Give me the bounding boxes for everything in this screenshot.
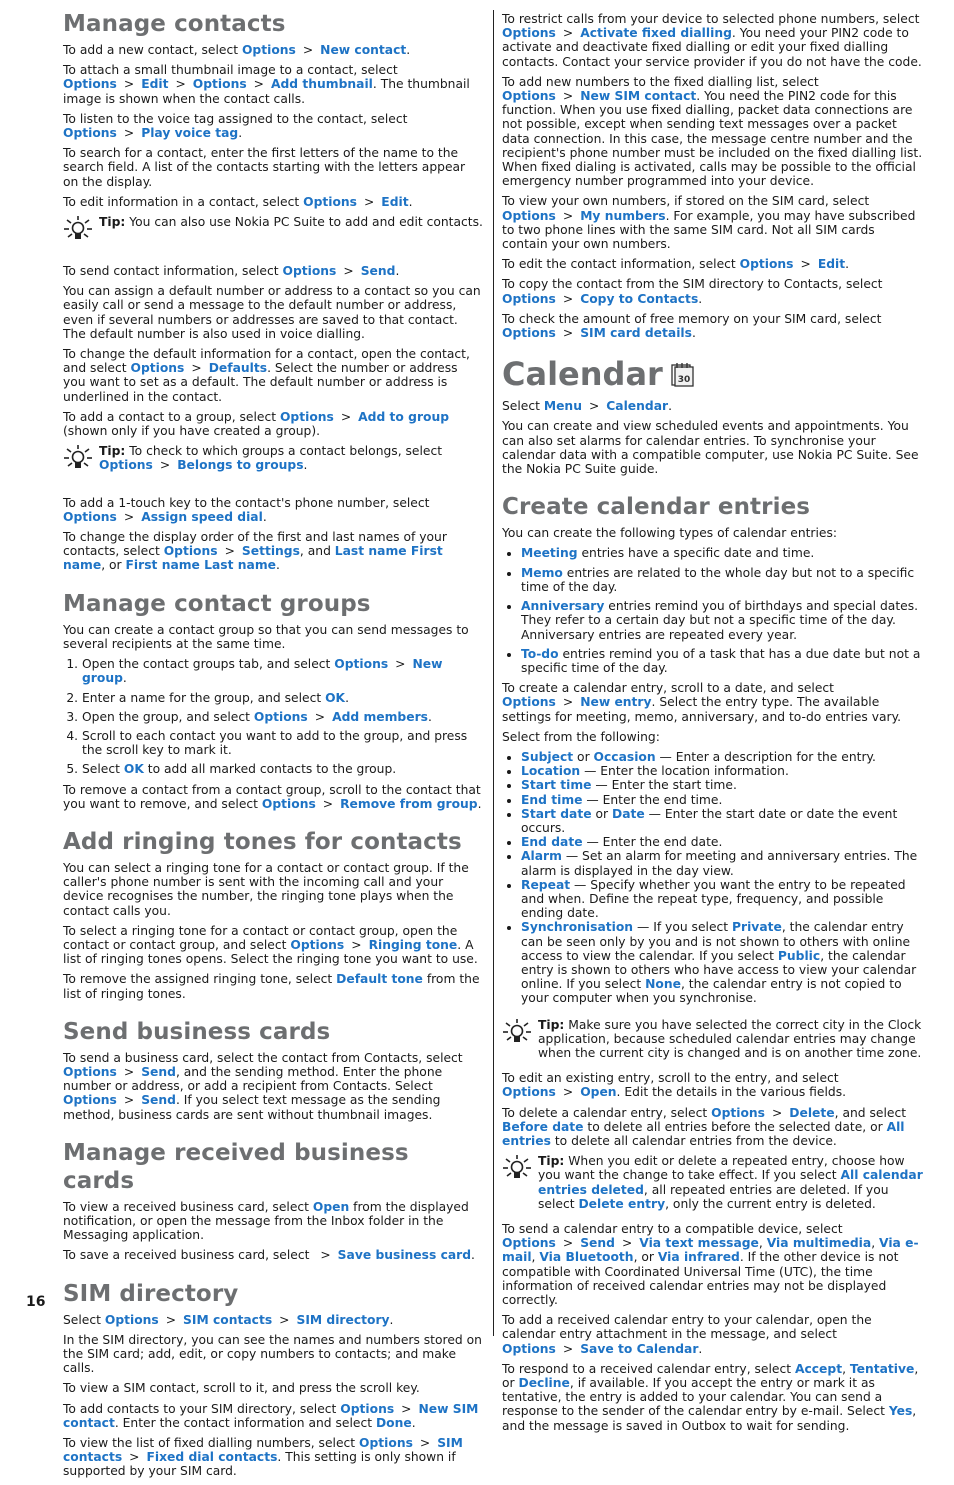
menu-command-link: None	[645, 977, 681, 992]
heading-send-business-cards: Send business cards	[63, 1018, 331, 1045]
menu-command-link: Options	[502, 291, 556, 306]
menu-command-link: Copy to Contacts	[580, 291, 699, 306]
menu-command-link: Options	[303, 194, 357, 209]
menu-command-link: Options	[359, 1436, 413, 1450]
menu-command-link: New entry	[580, 695, 652, 710]
menu-command-link: Options	[163, 544, 218, 559]
paragraph: To change the display order of the first and last names of your contacts, select Options > Settings, and Last name First name, or First name Last name.	[63, 530, 447, 573]
paragraph: To create a calendar entry, scroll to a date, and select Options > New entry. Select the entry type. The available settings for meeting, memo, anniversary, and to-do entries vary.	[502, 681, 902, 724]
lightbulb-tip-icon	[502, 1154, 532, 1180]
menu-command-link: Options	[192, 77, 247, 92]
list-item: • Start time — Enter the start time.	[521, 778, 923, 792]
menu-separator: >	[351, 937, 362, 952]
paragraph: To add a received calendar entry to your calendar, open the calendar entry attachment in the message, and select Options > Save to Calendar.	[502, 1313, 872, 1356]
menu-separator: >	[314, 709, 326, 724]
calendar-title: Calendar	[502, 355, 663, 394]
menu-separator: >	[562, 291, 574, 306]
heading-manage-contacts: Manage contacts	[63, 11, 286, 37]
paragraph: To view a SIM contact, scroll to it, and press the scroll key.	[63, 1381, 420, 1396]
paragraph: To send a business card, select the contact from Contacts, select Options > Send, and the sending method. Enter the phone number or address, or add a recipient from Contacts. Select Options > Send. If you select text message as the sending method, business cards are sent without thumbnail images.	[63, 1050, 463, 1122]
heading-create-calendar-entries: Create calendar entries	[502, 494, 811, 521]
menu-command-link: Options	[502, 89, 556, 104]
menu-command-link: Calendar	[606, 399, 669, 414]
list-item: 5. Select OK to add all marked contacts to the group.	[82, 762, 484, 776]
menu-command-link: Options	[63, 1064, 117, 1079]
menu-separator: >	[123, 77, 135, 92]
menu-command-link: Open	[312, 1199, 350, 1214]
list-item: • Subject or Occasion — Enter a description for the entry.	[521, 750, 923, 764]
menu-command-link: Add thumbnail	[270, 77, 373, 92]
menu-separator: >	[562, 695, 574, 710]
paragraph: Select from the following:	[502, 729, 660, 744]
menu-command-link: Delete entry	[578, 1196, 666, 1211]
menu-command-link: Defaults	[208, 361, 268, 376]
menu-separator: >	[562, 89, 574, 104]
menu-separator: >	[129, 1450, 140, 1465]
menu-command-link: Meeting	[521, 546, 578, 561]
menu-command-link: Before date	[502, 1119, 584, 1134]
paragraph: To save a received business card, select > Save business card.	[63, 1248, 475, 1263]
menu-command-link: Yes	[888, 1404, 913, 1419]
menu-command-link: Options	[502, 208, 556, 223]
menu-separator: >	[562, 26, 574, 41]
menu-command-link: Accept	[794, 1361, 843, 1376]
menu-command-link: Activate fixed dialling	[580, 26, 732, 41]
menu-command-link: Send	[360, 264, 396, 279]
menu-command-link: New group	[82, 657, 443, 686]
menu-command-link: Options	[99, 458, 153, 473]
menu-command-link: Options	[241, 43, 296, 57]
menu-command-link: Via text message	[639, 1236, 759, 1251]
tip-text: To check to which groups a contact belongs, select Options > Belongs to groups.	[99, 444, 443, 473]
menu-separator: >	[562, 1341, 574, 1356]
heading-calendar	[502, 354, 923, 394]
paragraph: To respond to a received calendar entry, select Accept, Tentative, or Decline, if available. If you accept the entry or mark it as tentative, the entry is added to your calendar. You can send a response to the sender of the calendar entry by e-mail. Select Yes, and the message is saved in Outbox to wait for sending.	[502, 1361, 919, 1433]
menu-command-link: Options	[502, 326, 556, 341]
menu-command-link: Ringing tone	[368, 937, 458, 952]
paragraph: To add a contact to a group, select Options > Add to group (shown only if you have created a group).	[63, 409, 450, 439]
menu-command-link: Start time	[521, 778, 592, 793]
menu-command-link: New contact	[320, 43, 407, 57]
menu-command-link: Start date	[521, 806, 592, 821]
menu-command-link: Save to Calendar	[580, 1341, 699, 1356]
menu-command-link: End time	[521, 792, 583, 807]
menu-separator: >	[320, 1248, 331, 1263]
menu-command-link: Delete	[789, 1105, 835, 1120]
paragraph: You can create and view scheduled events and appointments. You can also set alarms for calendar entries. To synchronise your calendar data with a compatible computer, use Nokia PC Suite. See the Nokia PC Suite guide.	[502, 419, 919, 477]
heading-received-business-cards: Manage received business cards	[63, 1139, 409, 1194]
paragraph: Select Options > SIM contacts > SIM directory.	[63, 1312, 394, 1327]
menu-separator: >	[343, 264, 354, 279]
menu-command-link: Alarm	[521, 849, 562, 864]
menu-command-link: Options	[253, 709, 308, 724]
menu-command-link: OK	[123, 762, 144, 777]
menu-command-link: Private	[732, 920, 782, 935]
menu-command-link: Settings	[241, 544, 300, 559]
tip-label: Tip:	[99, 444, 126, 459]
paragraph: To add a 1-touch key to the contact's phone number, select Options > Assign speed dial.	[63, 495, 430, 524]
paragraph: To remove the assigned ringing tone, select Default tone from the list of ringing tones.	[63, 972, 480, 1001]
tip-box	[63, 215, 484, 241]
left-column	[63, 10, 484, 1485]
list-item: • End date — Enter the end date.	[521, 835, 923, 849]
column-divider	[493, 10, 494, 1336]
list-item: • End time — Enter the end time.	[521, 793, 923, 807]
menu-command-link: Tentative	[849, 1361, 915, 1376]
menu-command-link: New SIM contact	[580, 89, 697, 104]
menu-command-link: My numbers	[580, 208, 666, 223]
menu-command-link: Anniversary	[521, 599, 605, 614]
menu-command-link: SIM contacts	[63, 1436, 463, 1465]
entry-types-list	[502, 546, 923, 675]
menu-command-link: Repeat	[521, 877, 571, 892]
paragraph: To send contact information, select Options > Send.	[63, 264, 400, 279]
menu-separator: >	[165, 1312, 177, 1327]
paragraph: To view a received business card, select Open from the displayed notification, or open the message from the Inbox folder in the Messaging application.	[63, 1199, 469, 1243]
list-item: • Alarm — Set an alarm for meeting and anniversary entries. The alarm is displayed in the day view.	[521, 849, 923, 877]
menu-command-link: Occasion	[593, 749, 656, 764]
menu-separator: >	[401, 1401, 412, 1416]
paragraph: To change the default information for a contact, open the contact, and select Options > Defaults. Select the number or address you want to set as a default. The default number or address is underlined in the contact.	[63, 347, 470, 404]
menu-separator: >	[621, 1236, 633, 1251]
paragraph: To select a ringing tone for a contact or contact group, open the contact or contact group, and select Options > Ringing tone. A list of ringing tones opens. Select the ringing tone you want to use.	[63, 923, 478, 967]
menu-command-link: Options	[502, 1341, 556, 1356]
menu-command-link: SIM card details	[580, 326, 692, 341]
paragraph: You can select a ringing tone for a contact or contact group. If the caller's phone number is sent with the incoming call and your device recognises the number, the ringing tone plays when the contact calls you.	[63, 860, 469, 918]
menu-command-link: SIM contacts	[183, 1312, 273, 1327]
list-item: • Start date or Date — Enter the start date or date the event occurs.	[521, 807, 923, 835]
menu-command-link: Assign speed dial	[141, 509, 263, 524]
entry-fields-list	[502, 750, 923, 1006]
list-item: • Anniversary entries remind you of birthdays and special dates. They refer to a certain day but not a specific time of the day. Anniversary entries are repeated every year.	[521, 599, 923, 642]
paragraph: To search for a contact, enter the first letters of the name to the search field. A list of the contacts starting with the letters appear on the display.	[63, 146, 466, 189]
menu-command-link: Options	[711, 1105, 765, 1120]
menu-command-link: Options	[63, 509, 117, 524]
paragraph: To edit information in a contact, select Options > Edit.	[63, 194, 413, 209]
menu-separator: >	[395, 657, 406, 672]
menu-separator: >	[123, 1093, 135, 1108]
paragraph: To edit the contact information, select Options > Edit.	[502, 257, 850, 272]
menu-command-link: Play voice tag	[141, 126, 239, 141]
tip-label: Tip:	[538, 1017, 565, 1032]
menu-command-link: Options	[334, 657, 389, 672]
paragraph: To check the amount of free memory on your SIM card, select Options > SIM card details.	[502, 311, 882, 341]
paragraph: To restrict calls from your device to selected phone numbers, select Options > Activate fixed dialling. You need your PIN2 code to activate and deactivate fixed dialling or edit your fixed dialling contacts. Contact your service provider if you do not have the code.	[502, 12, 922, 69]
menu-command-link: Memo	[521, 565, 563, 580]
list-item: 2. Enter a name for the group, and select OK.	[82, 691, 484, 705]
calendar-icon	[671, 361, 695, 387]
menu-command-link: Send	[580, 1236, 615, 1251]
menu-separator: >	[340, 409, 352, 424]
menu-separator: >	[322, 796, 334, 811]
tip-text: When you edit or delete a repeated entry, choose how you want the change to take effect. If you select All calendar entries deleted, all repeated entries are deleted. If you select Delete entry, only the current entry is deleted.	[538, 1154, 923, 1211]
heading-ringing-tones: Add ringing tones for contacts	[63, 828, 462, 855]
menu-command-link: Options	[63, 126, 117, 141]
menu-command-link: New SIM contact	[63, 1401, 479, 1430]
menu-command-link: Last name First name	[63, 544, 443, 573]
menu-command-link: SIM directory	[296, 1312, 390, 1327]
menu-command-link: Options	[502, 695, 556, 710]
menu-command-link: Options	[340, 1401, 395, 1416]
menu-command-link: Via Bluetooth	[539, 1250, 634, 1265]
paragraph: To delete a calendar entry, select Options > Delete, and select Before date to delete all entries before the selected date, or All entries to delete all calendar entries from the device.	[502, 1105, 907, 1148]
menu-command-link: Done	[375, 1415, 412, 1430]
menu-command-link: Decline	[518, 1376, 570, 1391]
menu-separator: >	[123, 126, 135, 141]
menu-command-link: Edit	[381, 194, 409, 209]
paragraph: In the SIM directory, you can see the names and numbers stored on the SIM card; add, edit, or copy numbers to contacts; and make calls.	[63, 1332, 482, 1376]
tip-label: Tip:	[538, 1154, 565, 1169]
menu-separator: >	[562, 208, 574, 223]
menu-separator: >	[302, 43, 314, 57]
lightbulb-tip-icon	[63, 444, 93, 470]
menu-separator: >	[419, 1436, 431, 1450]
list-item: 4. Scroll to each contact you want to add to the group, and press the scroll key to mark it.	[82, 729, 484, 757]
paragraph: To attach a small thumbnail image to a contact, select Options > Edit > Options > Add thumbnail. The thumbnail image is shown when the contact calls.	[63, 63, 470, 106]
right-column	[502, 12, 923, 1439]
tip-box	[63, 444, 484, 472]
menu-command-link: Send	[141, 1093, 176, 1108]
menu-command-link: Menu	[543, 399, 582, 414]
paragraph: Select Menu > Calendar.	[502, 399, 672, 414]
list-item: • Synchronisation — If you select Private, the calendar entry can be seen only by you and is not shown to others with online access to view the calendar. If you select Public, the calendar entry is shown to others who have access to view your calendar online. If you select None, the calendar entry is not copied to your computer when you synchronise.	[521, 920, 923, 1005]
steps-list	[63, 657, 484, 776]
menu-command-link: End date	[521, 835, 583, 850]
menu-command-link: Public	[777, 948, 821, 963]
paragraph: To listen to the voice tag assigned to the contact, select Options > Play voice tag.	[63, 111, 408, 141]
menu-command-link: Options	[63, 1093, 117, 1108]
menu-command-link: Via e-mail	[502, 1236, 919, 1265]
menu-command-link: Edit	[141, 77, 169, 92]
lightbulb-tip-icon	[63, 215, 93, 241]
menu-command-link: Date	[611, 806, 645, 821]
menu-separator: >	[159, 458, 171, 473]
paragraph: To send a calendar entry to a compatible device, select Options > Send > Via text message, Via multimedia, Via e-mail, Via Bluetooth, or Via infrared. If the other device is not compatible with Coordinated Universal Time (UTC), the time information of received calendar entries may not be displayed correctly.	[502, 1222, 919, 1308]
menu-separator: >	[562, 326, 574, 341]
paragraph: To remove a contact from a contact group, scroll to the contact that you want to remove, and select Options > Remove from group.	[63, 782, 482, 811]
list-item: 3. Open the group, and select Options > Add members.	[82, 710, 484, 724]
menu-separator: >	[175, 77, 186, 92]
menu-separator: >	[363, 194, 375, 209]
page-number: 16	[26, 1294, 46, 1310]
menu-command-link: Options	[63, 77, 117, 92]
menu-command-link: Send	[141, 1064, 176, 1079]
menu-separator: >	[588, 399, 600, 414]
menu-command-link: Options	[261, 796, 316, 811]
menu-command-link: Belongs to groups	[177, 458, 304, 473]
menu-command-link: OK	[325, 690, 346, 705]
menu-command-link: Add members	[332, 709, 428, 724]
menu-command-link: Options	[279, 409, 334, 424]
list-item: • Location — Enter the location information.	[521, 764, 923, 778]
menu-separator: >	[191, 361, 202, 376]
paragraph: To add a new contact, select Options > New contact.	[63, 43, 411, 57]
paragraph: To add new numbers to the fixed dialling list, select Options > New SIM contact. You need the PIN2 code for this function. When you use fixed dialling, packet data connections are not possible, except when sending text messages over a packet data connection. In this case, the message centre number and the recipient's phone number must be included on the fixed dialling list. When fixed dialing is activated, calls may be possible to the official emergency number programmed into your device.	[502, 74, 923, 189]
menu-command-link: Options	[739, 257, 794, 272]
paragraph: To edit an existing entry, scroll to the entry, and select Options > Open. Edit the details in the various fields.	[502, 1071, 847, 1100]
paragraph: You can create a contact group so that you can send messages to several recipients at the same time.	[63, 622, 469, 651]
menu-separator: >	[562, 1085, 574, 1100]
paragraph: You can assign a default number or address to a contact so you can easily call or send a message to the default number or address, even if several numbers or addresses are saved to that contact. The default number is also used in voice dialling.	[63, 284, 481, 341]
menu-command-link: All calendar entries deleted	[538, 1168, 923, 1197]
menu-separator: >	[253, 77, 264, 92]
menu-command-link: Remove from group	[340, 796, 478, 811]
paragraph: To view your own numbers, if stored on the SIM card, select Options > My numbers. For example, you may have subscribed to two phone lines with the same SIM card. Not all SIM cards contain your own numbers.	[502, 194, 916, 252]
tip-text: You can also use Nokia PC Suite to add and edit contacts.	[125, 215, 483, 230]
menu-command-link: Options	[104, 1312, 159, 1327]
menu-separator: >	[800, 257, 811, 272]
heading-sim-directory: SIM directory	[63, 1280, 239, 1307]
lightbulb-tip-icon	[502, 1018, 532, 1044]
menu-command-link: Open	[580, 1085, 617, 1100]
paragraph: To add contacts to your SIM directory, select Options > New SIM contact. Enter the contact information and select Done.	[63, 1401, 479, 1430]
menu-separator: >	[279, 1312, 290, 1327]
list-item: • To-do entries remind you of a task that has a due date but not a specific time of the day.	[521, 647, 923, 675]
menu-command-link: Fixed dial contacts	[146, 1450, 278, 1465]
menu-command-link: Options	[502, 1085, 556, 1100]
heading-manage-contact-groups: Manage contact groups	[63, 590, 371, 617]
list-item: • Memo entries are related to the whole day but not to a specific time of the day.	[521, 566, 923, 594]
menu-command-link: Via multimedia	[766, 1236, 872, 1251]
menu-command-link: Options	[502, 26, 556, 41]
menu-separator: >	[123, 1064, 135, 1079]
menu-command-link: Edit	[817, 257, 846, 272]
menu-command-link: Options	[282, 264, 337, 279]
menu-command-link: Options	[290, 937, 345, 952]
list-item: 1. Open the contact groups tab, and select Options > New group.	[82, 657, 484, 685]
tip-text: Make sure you have selected the correct city in the Clock application, because scheduled calendar entries may change when the current city is changed and is on another time zone.	[538, 1017, 922, 1060]
menu-command-link: All entries	[502, 1119, 905, 1148]
paragraph: To view the list of fixed dialling numbers, select Options > SIM contacts > Fixed dial contacts. This setting is only shown if supported by your SIM card.	[63, 1436, 463, 1479]
menu-command-link: Subject	[521, 749, 574, 764]
menu-command-link: First name Last name	[125, 558, 276, 573]
menu-command-link: Default tone	[336, 972, 423, 987]
menu-command-link: Options	[502, 1236, 556, 1251]
menu-separator: >	[224, 544, 235, 559]
paragraph: You can create the following types of calendar entries:	[502, 526, 838, 541]
menu-command-link: Location	[521, 764, 581, 779]
tip-box	[502, 1018, 923, 1061]
menu-command-link: Via infrared	[657, 1250, 740, 1265]
menu-command-link: Options	[130, 361, 185, 376]
list-item: • Meeting entries have a specific date and time.	[521, 546, 923, 560]
menu-command-link: Add to group	[358, 409, 450, 424]
menu-command-link: To-do	[521, 646, 559, 661]
calendar-icon-label: 30	[677, 375, 691, 386]
paragraph: To copy the contact from the SIM directory to Contacts, select Options > Copy to Contacts.	[502, 277, 883, 306]
tip-label: Tip:	[99, 215, 126, 230]
tip-box	[502, 1154, 923, 1211]
list-item: • Repeat — Specify whether you want the entry to be repeated and when. Define the repeat type, frequency, and possible ending date.	[521, 878, 923, 921]
menu-command-link: Synchronisation	[521, 920, 634, 935]
menu-separator: >	[123, 509, 135, 524]
menu-separator: >	[771, 1105, 783, 1120]
menu-separator: >	[562, 1236, 574, 1251]
menu-command-link: Save business card	[337, 1248, 472, 1263]
